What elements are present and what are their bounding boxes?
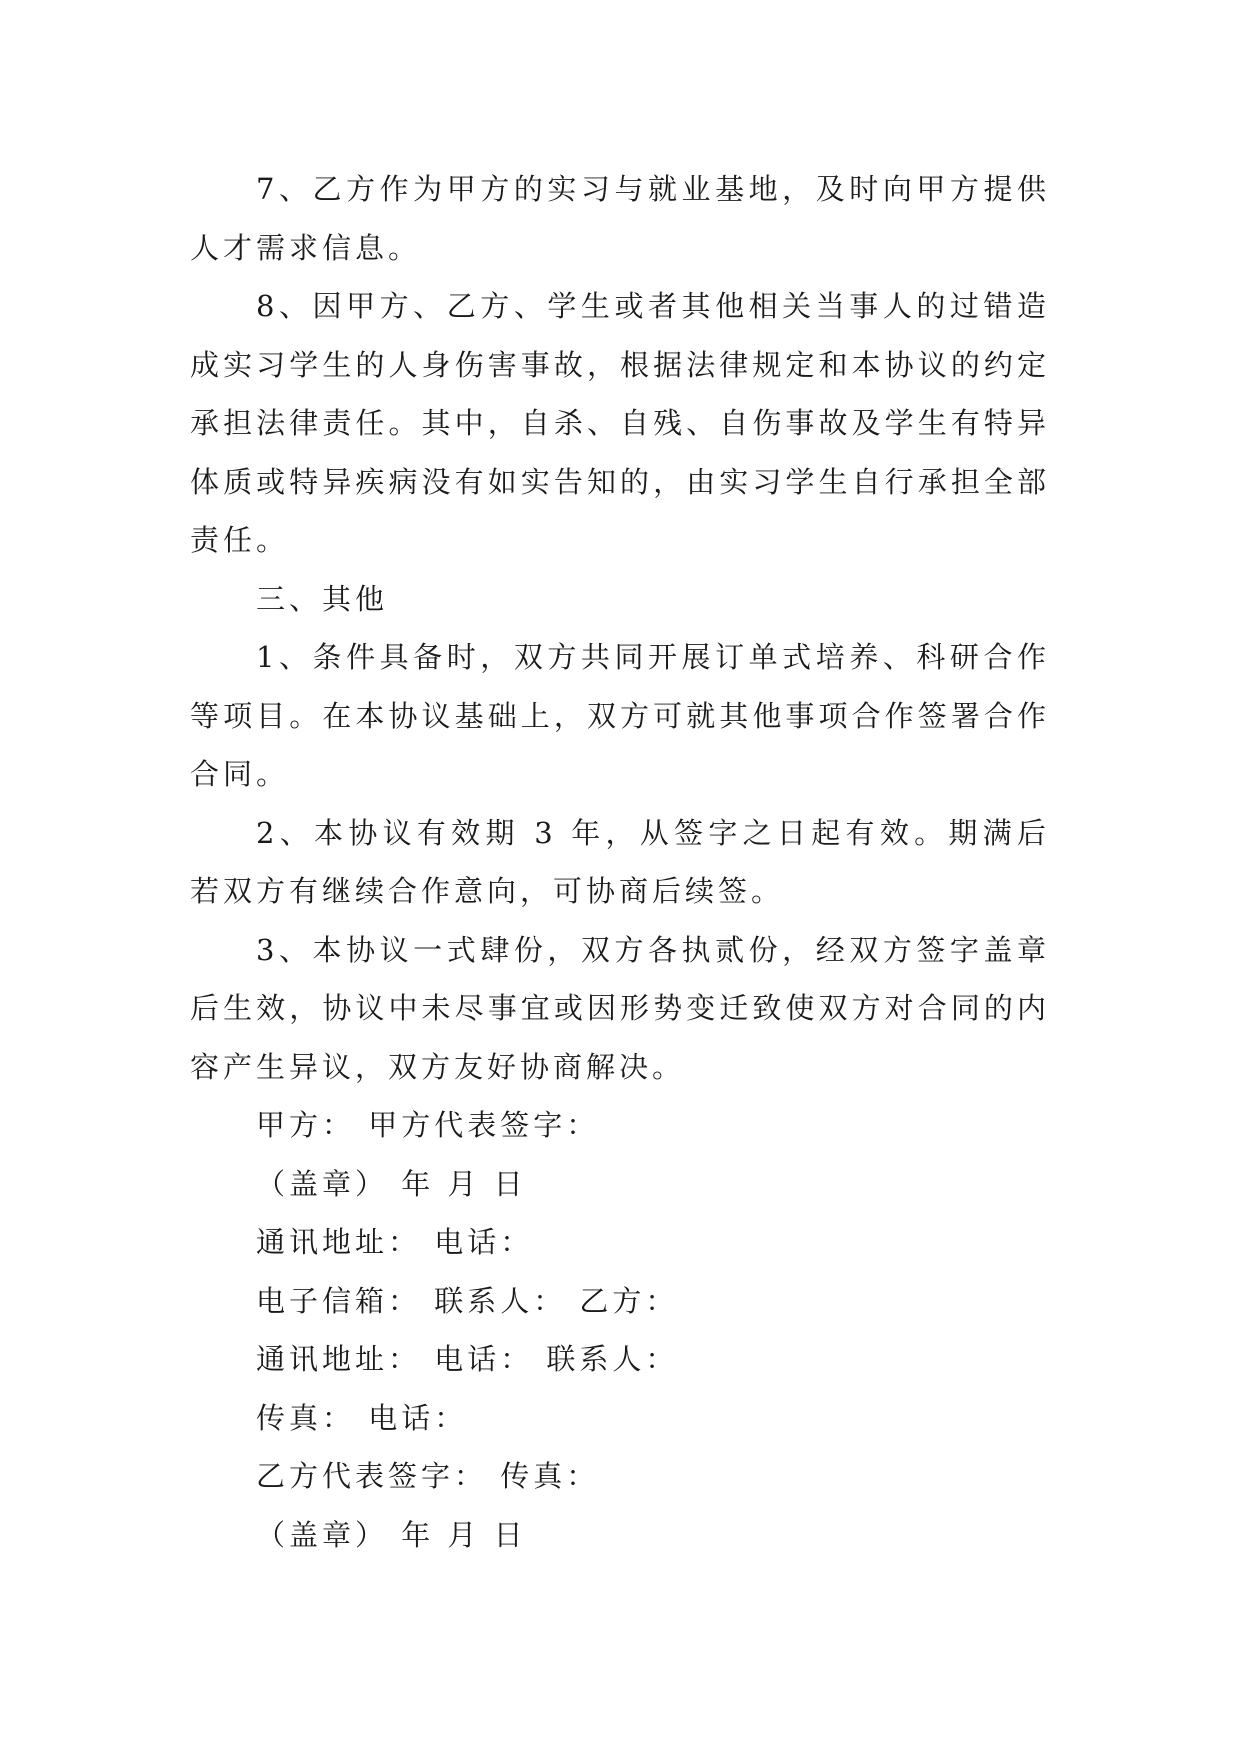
other-clause-1: 1、条件具备时，双方共同开展订单式培养、科研合作等项目。在本协议基础上，双方可就其他事项合作签署合作合同。	[190, 640, 1050, 791]
signature-line-address-a: 通讯地址： 电话：	[256, 1225, 534, 1259]
signature-line-party-b: 乙方代表签字： 传真：	[256, 1459, 600, 1493]
signature-line-address-b: 通讯地址： 电话： 联系人：	[256, 1342, 679, 1376]
document-body	[190, 160, 1050, 1564]
clause-7: 7、乙方作为甲方的实习与就业基地，及时向甲方提供人才需求信息。	[190, 172, 1050, 265]
other-clause-3: 3、本协议一式肆份，双方各执贰份，经双方签字盖章后生效，协议中未尽事宜或因形势变迁致使双方对合同的内容产生异议，双方友好协商解决。	[190, 932, 1050, 1084]
signature-line-email-contact: 电子信箱： 联系人： 乙方：	[256, 1283, 679, 1318]
other-clause-2: 2、本协议有效期 3 年，从签字之日起有效。期满后若双方有继续合作意向，可协商后续签。	[190, 815, 1050, 908]
signature-line-party-a: 甲方： 甲方代表签字：	[256, 1108, 600, 1142]
signature-block	[190, 1096, 1050, 1564]
signature-line-fax-phone: 传真： 电话：	[256, 1400, 468, 1435]
signature-line-seal-date-b: （盖章） 年 月 日	[256, 1517, 527, 1552]
clause-8: 8、因甲方、乙方、学生或者其他相关当事人的过错造成实习学生的人身伤害事故，根据法律规定和本协议的约定承担法律责任。其中，自杀、自残、自伤事故及学生有特异体质或特异疾病没有如实告知的，由实习学生自行承担全部责任。	[190, 289, 1050, 557]
section-heading-other: 三、其他	[256, 581, 389, 616]
signature-line-seal-date-a: （盖章） 年 月 日	[256, 1166, 527, 1201]
